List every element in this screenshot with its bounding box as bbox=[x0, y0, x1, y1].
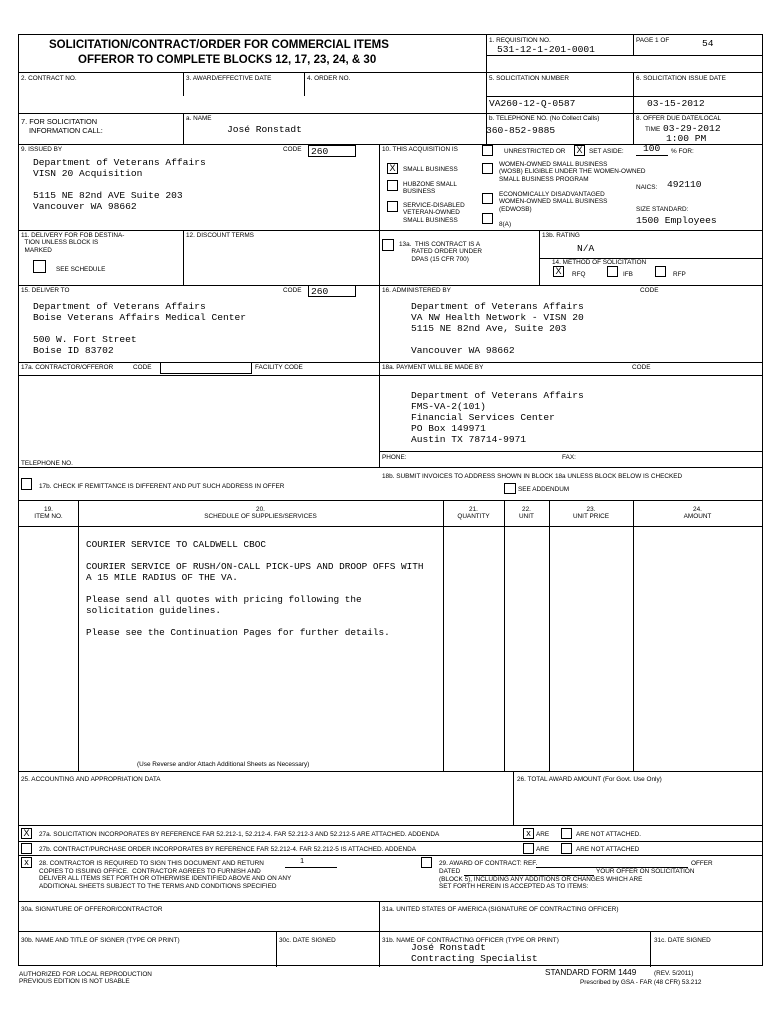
rating-value[interactable]: N/A bbox=[577, 243, 595, 254]
delivery-fob-label: 11. DELIVERY FOR FOB DESTINA- TION UNLESS BLOCK IS MARKED bbox=[21, 232, 125, 254]
contractor-code-box[interactable] bbox=[160, 362, 252, 374]
remittance-checkbox[interactable] bbox=[21, 478, 32, 490]
copies-line bbox=[285, 866, 337, 868]
discount-terms-label: 12. DISCOUNT TERMS bbox=[186, 232, 254, 239]
set-aside-label: SET ASIDE: bbox=[589, 148, 624, 155]
offer-label: OFFER bbox=[691, 860, 713, 867]
small-business-checkbox[interactable]: X bbox=[387, 163, 398, 174]
payment-address: Department of Veterans Affairs FMS-VA-2(101) Financial Services Center PO Box 149971 Austin TX 78714-9971 bbox=[411, 390, 584, 445]
deliver-to-code-box[interactable] bbox=[308, 285, 356, 297]
payment-code-label: CODE bbox=[632, 364, 651, 371]
hubzone-checkbox[interactable] bbox=[387, 180, 398, 191]
administered-by-address: Department of Veterans Affairs VA NW Health Network - VISN 20 5115 NE 82nd Ave, Suite 203 Vancouver WA 98662 bbox=[411, 301, 584, 356]
block27a-are-not-checkbox[interactable] bbox=[561, 828, 572, 839]
your-offer-label: YOUR OFFER ON SOLICITATION bbox=[596, 868, 695, 875]
sig30c-label: 30c. DATE SIGNED bbox=[279, 937, 336, 944]
unrestricted-checkbox[interactable] bbox=[482, 145, 493, 156]
col-divider bbox=[276, 931, 277, 967]
ifb-checkbox[interactable] bbox=[607, 266, 618, 277]
see-addendum-checkbox[interactable] bbox=[504, 483, 516, 494]
ifb-label: IFB bbox=[623, 271, 633, 278]
row-divider bbox=[19, 771, 762, 772]
page-count: 54 bbox=[702, 38, 714, 49]
reverse-note: (Use Reverse and/or Attach Additional Sheets as Necessary) bbox=[137, 761, 310, 768]
issue-date-value[interactable]: 03-15-2012 bbox=[647, 98, 705, 109]
set-aside-checkbox[interactable]: X bbox=[574, 145, 585, 156]
form-subtitle: OFFEROR TO COMPLETE BLOCKS 12, 17, 23, 24, & 30 bbox=[78, 54, 377, 66]
wosb-label: WOMEN-OWNED SMALL BUSINESS (WOSB) ELIGIBLE UNDER THE WOMEN-OWNED SMALL BUSINESS PROGRAM bbox=[499, 161, 646, 183]
set-aside-percent-line bbox=[636, 154, 668, 156]
col-divider bbox=[633, 500, 634, 771]
col-divider bbox=[549, 500, 550, 771]
col-divider bbox=[78, 500, 79, 771]
col-divider bbox=[443, 500, 444, 771]
accounting-label: 25. ACCOUNTING AND APPROPRIATION DATA bbox=[21, 776, 161, 783]
offer-due-time[interactable]: 1:00 PM bbox=[666, 133, 707, 144]
phone-label: PHONE: bbox=[382, 454, 407, 461]
remittance-label: 17b. CHECK IF REMITTANCE IS DIFFERENT AND PUT SUCH ADDRESS IN OFFER bbox=[39, 483, 285, 490]
col-divider bbox=[379, 144, 380, 468]
total-award-label: 26. TOTAL AWARD AMOUNT (For Govt. Use Only) bbox=[517, 776, 662, 783]
contract-no-label: 2. CONTRACT NO. bbox=[21, 75, 77, 82]
block27b-are-checkbox[interactable] bbox=[523, 843, 534, 854]
rated-order-label: 13a. THIS CONTRACT IS A RATED ORDER UNDER DPAS (15 CFR 700) bbox=[399, 241, 482, 263]
col-unit-price: 23. UNIT PRICE bbox=[572, 506, 610, 521]
block28-text: COPIES TO ISSUING OFFICE. CONTRACTOR AGREES TO FURNISH AND DELIVER ALL ITEMS SET FORTH OR OTHERWISE IDENTIFIED ABOVE AND ON ANY ADDITIONAL SHEETS SUBJECT TO THE TERMS AND CONDITIONS SPECIFIED bbox=[39, 868, 292, 890]
offer-due-label: 8. OFFER DUE DATE/LOCAL bbox=[636, 115, 722, 122]
rated-order-checkbox[interactable] bbox=[382, 239, 394, 251]
col-schedule: 20. SCHEDULE OF SUPPLIES/SERVICES bbox=[204, 506, 317, 521]
deliver-to-code-label: CODE bbox=[283, 287, 302, 294]
row-divider bbox=[19, 841, 762, 842]
sig30a-label: 30a. SIGNATURE OF OFFEROR/CONTRACTOR bbox=[21, 906, 163, 913]
wosb-checkbox[interactable] bbox=[482, 163, 493, 174]
naics-value[interactable]: 492110 bbox=[667, 179, 702, 190]
rfq-checkbox[interactable]: X bbox=[553, 266, 564, 277]
row-divider bbox=[19, 285, 762, 286]
block27a-checkbox[interactable]: X bbox=[21, 828, 32, 839]
row-divider bbox=[19, 855, 762, 856]
requisition-value[interactable]: 531-12-1-201-0001 bbox=[497, 44, 595, 55]
block29-text: (BLOCK 5), INCLUDING ANY ADDITIONS OR CHANGES WHICH ARE SET FORTH HEREIN IS ACCEPTED AS TO ITEMS: bbox=[439, 876, 643, 891]
col-quantity: 21. QUANTITY bbox=[457, 506, 490, 521]
sdvosb-checkbox[interactable] bbox=[387, 201, 398, 212]
see-schedule-checkbox[interactable] bbox=[33, 260, 46, 273]
deliver-to-address: Department of Veterans Affairs Boise Veterans Affairs Medical Center 500 W. Fort Street Boise ID 83702 bbox=[33, 301, 247, 356]
contracting-officer-name[interactable]: José Ronstadt Contracting Specialist bbox=[411, 942, 538, 964]
col-amount: 24. AMOUNT bbox=[683, 506, 712, 521]
block28-checkbox[interactable]: x bbox=[21, 857, 32, 868]
block27a-are-not-label: ARE NOT ATTACHED. bbox=[576, 831, 641, 838]
col-divider bbox=[183, 113, 184, 144]
block27a-are-label: ARE bbox=[536, 831, 550, 838]
sig31c-label: 31c. DATE SIGNED bbox=[654, 937, 711, 944]
block27b-label: 27b. CONTRACT/PURCHASE ORDER INCORPORATES BY REFERENCE FAR 52.212-4. FAR 52.212-5 IS ATTACHED. ADDENDA bbox=[39, 846, 417, 853]
footer-revision: (REV. 5/2011) bbox=[654, 970, 694, 977]
submit-invoices-label: 18b. SUBMIT INVOICES TO ADDRESS SHOWN IN BLOCK 18a UNLESS BLOCK BELOW IS CHECKED bbox=[382, 473, 683, 480]
page-label: PAGE 1 OF bbox=[636, 37, 670, 44]
issued-by-label: 9. ISSUED BY bbox=[21, 146, 63, 153]
row-divider bbox=[486, 96, 762, 97]
deliver-to-code-value: 260 bbox=[311, 286, 329, 297]
contact-name-value[interactable]: José Ronstadt bbox=[227, 124, 302, 135]
contractor-telephone-label: TELEPHONE NO. bbox=[21, 460, 73, 467]
col-divider bbox=[513, 771, 514, 825]
deliver-to-label: 15. DELIVER TO bbox=[21, 287, 70, 294]
naics-label: NAICS: bbox=[636, 184, 658, 191]
telephone-label: b. TELEPHONE NO. (No Collect Calls) bbox=[489, 115, 600, 122]
sig31b-label: 31b. NAME OF CONTRACTING OFFICER (TYPE OR PRINT) bbox=[382, 937, 559, 944]
row-divider bbox=[19, 230, 762, 231]
row-divider bbox=[19, 500, 762, 501]
rating-label: 13b. RATING bbox=[542, 232, 580, 239]
contractor-code-label: CODE bbox=[133, 364, 152, 371]
row-divider bbox=[19, 825, 762, 826]
payment-label: 18a. PAYMENT WILL BE MADE BY bbox=[382, 364, 484, 371]
row-divider bbox=[19, 467, 762, 468]
unrestricted-label: UNRESTRICTED OR bbox=[504, 148, 566, 155]
row-divider bbox=[486, 55, 762, 56]
issued-by-code-value: 260 bbox=[311, 146, 329, 157]
col-divider bbox=[304, 72, 305, 96]
eight-a-label: 8(A) bbox=[499, 221, 512, 228]
col-divider bbox=[650, 931, 651, 967]
col-divider bbox=[633, 35, 634, 55]
col-divider bbox=[504, 500, 505, 771]
col-unit: 22. UNIT bbox=[519, 506, 534, 521]
dated-label: DATED bbox=[439, 868, 461, 875]
footer-prescribed: Prescribed by GSA - FAR (48 CFR) 53.212 bbox=[580, 979, 702, 986]
contact-name-label: a. NAME bbox=[186, 115, 212, 122]
administered-by-label: 16. ADMINISTERED BY bbox=[382, 287, 451, 294]
percent-for-label: % FOR: bbox=[671, 148, 694, 155]
schedule-description: COURIER SERVICE TO CALDWELL CBOC COURIER SERVICE OF RUSH/ON-CALL PICK-UPS AND DROOP OFFS WITH A 15 MILE RADIUS OF THE VA. Please send all quotes with pricing following the solicitation guidelines. Please see the Continuation Pages for further details. bbox=[86, 539, 424, 638]
footer-reproduction: AUTHORIZED FOR LOCAL REPRODUCTION PREVIOUS EDITION IS NOT USABLE bbox=[19, 971, 152, 986]
sig31a-label: 31a. UNITED STATES OF AMERICA (SIGNATURE OF CONTRACTING OFFICER) bbox=[382, 906, 619, 913]
sf1449-form bbox=[18, 34, 763, 966]
issue-date-label: 6. SOLICITATION ISSUE DATE bbox=[636, 75, 726, 82]
edwosb-checkbox[interactable] bbox=[482, 193, 493, 204]
offer-due-date[interactable]: 03-29-2012 bbox=[663, 123, 721, 134]
block28-label: 28. CONTRACTOR IS REQUIRED TO SIGN THIS DOCUMENT AND RETURN bbox=[39, 860, 264, 867]
schedule-header-divider bbox=[19, 526, 762, 527]
col-divider bbox=[183, 230, 184, 285]
telephone-value[interactable]: 360-852-9885 bbox=[486, 125, 556, 136]
copies-value[interactable]: 1 bbox=[300, 856, 305, 865]
solicitation-number-value[interactable]: VA260-12-Q-0587 bbox=[489, 98, 576, 109]
row-divider bbox=[19, 113, 762, 114]
issued-by-code-label: CODE bbox=[283, 146, 302, 153]
award-date-label: 3. AWARD/EFFECTIVE DATE bbox=[186, 75, 272, 82]
block7-label-2: INFORMATION CALL: bbox=[29, 126, 103, 135]
block7-label: 7. FOR SOLICITATION bbox=[21, 117, 98, 126]
block29-label: 29. AWARD OF CONTRACT: REF. bbox=[439, 860, 538, 867]
form-title: SOLICITATION/CONTRACT/ORDER FOR COMMERCIAL ITEMS bbox=[49, 39, 389, 51]
acquisition-label: 10. THIS ACQUISITION IS bbox=[382, 146, 458, 153]
requisition-label: 1. REQUISITION NO. bbox=[489, 37, 551, 44]
col-divider bbox=[183, 72, 184, 96]
block27b-are-not-label: ARE NOT ATTACHED bbox=[576, 846, 640, 853]
offer-due-time-label: TIME bbox=[645, 126, 661, 133]
col-item-no: 19. ITEM NO. bbox=[34, 506, 63, 521]
size-standard-label: SIZE STANDARD: bbox=[636, 206, 689, 213]
block27b-are-not-checkbox[interactable] bbox=[561, 843, 572, 854]
row-divider bbox=[19, 362, 762, 363]
issued-by-address: Department of Veterans Affairs VISN 20 Acquisition 5115 NE 82nd AVE Suite 203 Vancouver WA 98662 bbox=[33, 157, 206, 212]
row-divider bbox=[379, 451, 762, 452]
method-label: 14. METHOD OF SOLICITATION bbox=[552, 259, 647, 266]
solicitation-number-label: 5. SOLICITATION NUMBER bbox=[489, 75, 570, 82]
small-business-label: SMALL BUSINESS bbox=[403, 166, 458, 173]
eight-a-checkbox[interactable] bbox=[482, 213, 493, 224]
row-divider bbox=[19, 901, 762, 902]
block27b-are-label: ARE bbox=[536, 846, 550, 853]
rfq-label: RFQ bbox=[572, 271, 586, 278]
contractor-label: 17a. CONTRACTOR/OFFEROR bbox=[21, 364, 114, 371]
rfp-checkbox[interactable] bbox=[655, 266, 666, 277]
facility-code-label: FACILITY CODE bbox=[255, 364, 303, 371]
block27a-label: 27a. SOLICITATION INCORPORATES BY REFERENCE FAR 52.212-1, 52.212-4. FAR 52.212-3 AND 52.212-5 ARE ATTACHED. ADDENDA bbox=[39, 831, 440, 838]
set-aside-percent[interactable]: 100 bbox=[643, 143, 661, 154]
order-no-label: 4. ORDER NO. bbox=[307, 75, 351, 82]
issued-by-code-box[interactable] bbox=[308, 145, 356, 157]
block27a-are-checkbox[interactable]: x bbox=[523, 828, 534, 839]
see-schedule-label: SEE SCHEDULE bbox=[56, 266, 106, 273]
footer-form-name: STANDARD FORM 1449 bbox=[545, 968, 637, 977]
sdvosb-label: SERVICE-DISABLED VETERAN-OWNED SMALL BUSINESS bbox=[403, 202, 465, 224]
rfp-label: RFP bbox=[673, 271, 686, 278]
col-divider bbox=[633, 72, 634, 144]
block29-checkbox[interactable] bbox=[421, 857, 432, 868]
size-standard-value[interactable]: 1500 Employees bbox=[636, 215, 717, 226]
sig30b-label: 30b. NAME AND TITLE OF SIGNER (TYPE OR PRINT) bbox=[21, 937, 180, 944]
see-addendum-label: SEE ADDENDUM bbox=[518, 486, 570, 493]
administered-by-code-label: CODE bbox=[640, 287, 659, 294]
block27b-checkbox[interactable] bbox=[21, 843, 32, 854]
row-divider bbox=[19, 72, 762, 73]
hubzone-label: HUBZONE SMALL BUSINESS bbox=[403, 181, 457, 196]
row-divider bbox=[19, 375, 762, 376]
edwosb-label: ECONOMICALLY DISADVANTAGED WOMEN-OWNED SMALL BUSINESS (EDWOSB) bbox=[499, 191, 608, 213]
fax-label: FAX: bbox=[562, 454, 576, 461]
col-divider bbox=[379, 901, 380, 967]
